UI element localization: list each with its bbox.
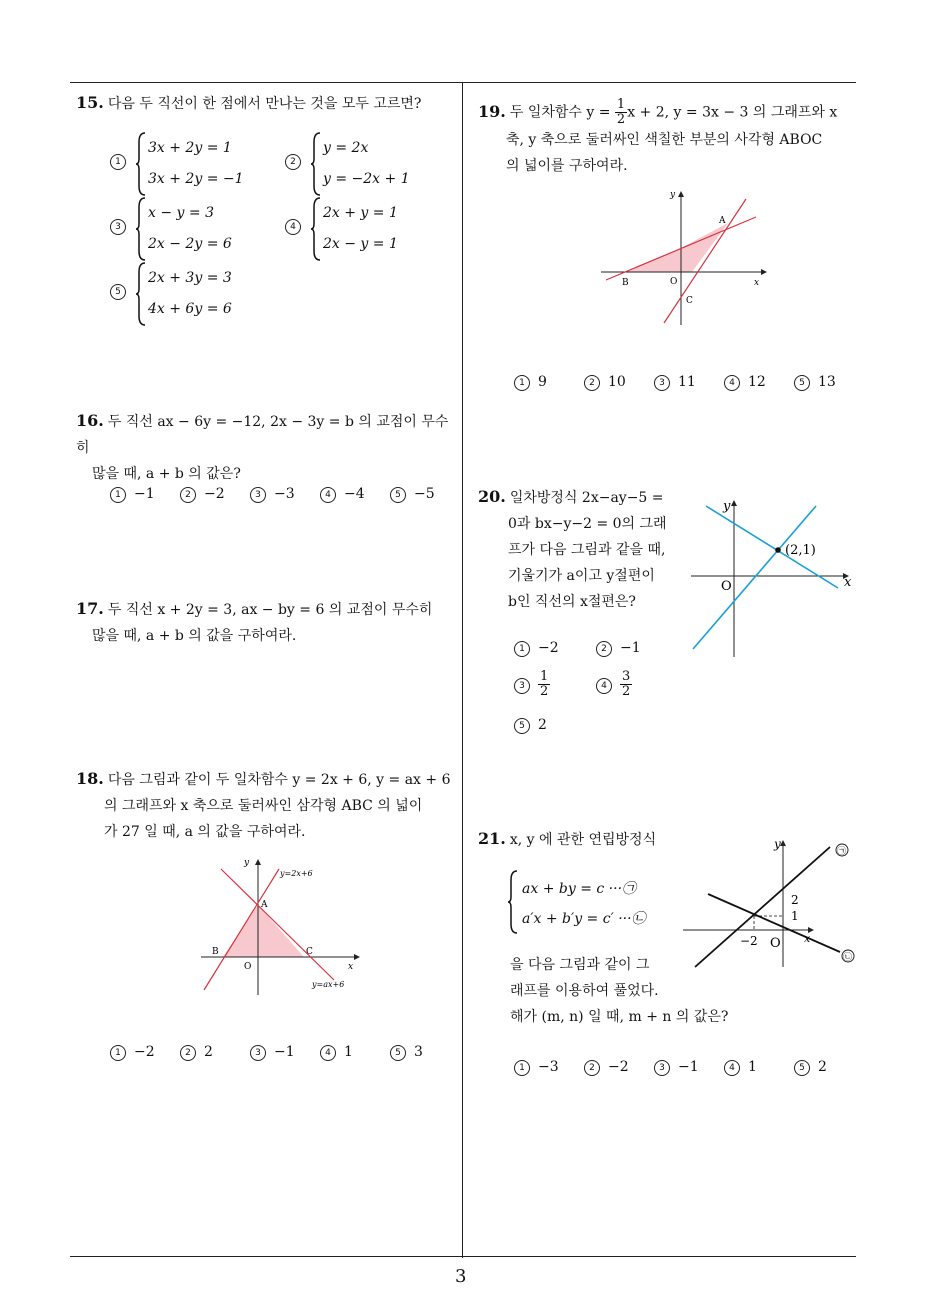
option-mark: 1 — [110, 487, 126, 503]
question-number: 17. — [76, 599, 104, 618]
q19-graph — [596, 185, 771, 330]
equation-1: x − y = 3 — [148, 205, 214, 221]
q15-option-4[interactable] — [285, 197, 445, 261]
q20-option-1[interactable] — [514, 640, 559, 657]
q21-option-2[interactable] — [584, 1059, 629, 1076]
option-mark: 2 — [584, 1060, 600, 1076]
option-mark: 4 — [320, 1045, 336, 1061]
question-number: 19. — [478, 101, 506, 121]
question-line-1: 두 직선 x + 2y = 3, ax − by = 6 의 교점이 무수히 — [107, 602, 433, 618]
question-line-2: 많을 때, a + b 의 값은? — [92, 466, 241, 482]
q21-system — [508, 870, 678, 936]
question-text: 다음 두 직선이 한 점에서 만나는 것을 모두 고르면? — [107, 96, 422, 112]
brace-icon — [136, 197, 146, 261]
question-line-2: 을 다음 그림과 같이 그 — [510, 957, 650, 973]
numerator: 3 — [622, 669, 631, 684]
x-arrow-icon — [354, 954, 360, 960]
q20-option-5[interactable] — [514, 717, 547, 734]
q18-option-4[interactable] — [320, 1044, 353, 1061]
q19-option-3[interactable] — [654, 374, 696, 391]
question-15 — [76, 90, 421, 117]
question-number: 20. — [478, 487, 506, 506]
q20-graph — [688, 492, 858, 657]
question-line-2: 축, y 축으로 둘러싸인 색칠한 부분의 사각형 ABOC — [506, 132, 823, 148]
question-line-2: 0과 bx−y−2 = 0의 그래 — [508, 516, 667, 532]
option-mark: 5 — [514, 718, 530, 734]
shaded-triangle — [223, 905, 304, 957]
page-number: 3 — [455, 1266, 467, 1287]
question-20 — [478, 484, 688, 615]
y-label: y — [244, 858, 250, 868]
option-mark: 1 — [514, 641, 530, 657]
column-divider — [462, 82, 463, 1258]
option-mark: 2 — [285, 154, 301, 170]
question-line-4: 해가 (m, n) 일 때, m + n 의 값은? — [510, 1009, 729, 1025]
option-mark: 3 — [250, 487, 266, 503]
option-value: 1 — [748, 1059, 757, 1075]
question-number: 18. — [76, 769, 104, 788]
q18-option-3[interactable] — [250, 1044, 295, 1061]
option-mark: 3 — [514, 678, 530, 694]
option-value: −4 — [344, 486, 365, 502]
question-21 — [478, 826, 678, 853]
option-value: −1 — [678, 1059, 699, 1075]
x-label: x — [348, 962, 354, 972]
q20-option-2[interactable] — [596, 640, 641, 657]
question-line-5: b인 직선의 x절편은? — [508, 594, 636, 610]
x-label: x — [844, 575, 852, 590]
q21-graph — [680, 832, 860, 972]
q16-option-3[interactable] — [250, 486, 295, 503]
q15-option-3[interactable] — [110, 197, 270, 261]
option-value: 13 — [818, 374, 836, 390]
mark-2: ㉡ — [843, 953, 853, 963]
question-line-3: 래프를 이용하여 풀었다. — [510, 983, 659, 999]
brace-icon — [311, 197, 321, 261]
option-mark: 1 — [514, 375, 530, 391]
q16-option-2[interactable] — [180, 486, 225, 503]
tick-2: 2 — [791, 893, 799, 907]
brace-icon — [136, 262, 146, 326]
point-label: (2,1) — [785, 543, 816, 558]
question-line-1: x, y 에 관한 연립방정식 — [509, 832, 657, 848]
option-mark: 5 — [794, 1060, 810, 1076]
equation-1: y = 2x — [323, 140, 369, 156]
equation-1: 2x + 3y = 3 — [148, 270, 232, 286]
question-18 — [76, 766, 460, 845]
option-value: 2 — [204, 1044, 213, 1060]
q20-option-4[interactable] — [596, 670, 632, 699]
option-mark: 3 — [654, 1060, 670, 1076]
origin: O — [670, 277, 678, 287]
option-value: 2 — [818, 1059, 827, 1075]
q21-option-3[interactable] — [654, 1059, 699, 1076]
option-value: 11 — [678, 374, 696, 390]
denominator: 2 — [540, 684, 549, 699]
origin: O — [721, 579, 732, 594]
point-b: B — [622, 278, 629, 288]
question-line-2: 많을 때, a + b 의 값을 구하여라. — [92, 628, 297, 644]
label-bottom: y=ax+6 — [312, 980, 345, 989]
q18-option-5[interactable] — [390, 1044, 423, 1061]
q16-option-5[interactable] — [390, 486, 435, 503]
option-value: 3 — [414, 1044, 423, 1060]
option-mark: 4 — [724, 1060, 740, 1076]
equation-2: 2x − y = 1 — [323, 236, 398, 252]
question-line-3: 의 넓이를 구하여라. — [506, 158, 628, 174]
brace-icon — [508, 870, 518, 934]
option-mark: 1 — [110, 154, 126, 170]
option-value: −1 — [274, 1044, 295, 1060]
equation-1: 3x + 2y = 1 — [148, 140, 232, 156]
point-c: C — [686, 296, 693, 306]
equation-2: a′x + b′y = c′ ···㉡ — [522, 911, 646, 927]
y-arrow-icon — [731, 500, 737, 506]
fraction — [620, 670, 632, 699]
question-number: 21. — [478, 829, 506, 848]
q19-option-2[interactable] — [584, 374, 626, 391]
option-mark: 2 — [180, 1045, 196, 1061]
point-a: A — [719, 216, 726, 226]
fraction — [538, 670, 550, 699]
q19-option-4[interactable] — [724, 374, 766, 391]
y-arrow-icon — [678, 191, 684, 197]
q15-option-1[interactable] — [110, 132, 270, 196]
y-label: y — [670, 190, 676, 200]
origin: O — [770, 936, 781, 951]
option-value: 12 — [748, 374, 766, 390]
q21-option-5[interactable] — [794, 1059, 827, 1076]
option-value: −5 — [414, 486, 435, 502]
brace-icon — [136, 132, 146, 196]
option-mark: 1 — [110, 1045, 126, 1061]
equation-1: ax + by = c ···㉠ — [522, 881, 637, 897]
intersection-point — [775, 547, 781, 553]
tick-minus-2: −2 — [740, 934, 758, 948]
origin: O — [244, 962, 252, 972]
option-value: 1 — [344, 1044, 353, 1060]
question-16 — [76, 408, 456, 487]
option-value: 9 — [538, 374, 547, 390]
line-y-ax-6 — [221, 869, 334, 980]
top-rule — [70, 82, 856, 83]
option-mark: 2 — [596, 641, 612, 657]
equation-2: 2x − 2y = 6 — [148, 236, 232, 252]
q19-option-5[interactable] — [794, 374, 836, 391]
option-value: −2 — [204, 486, 225, 502]
q18-option-2[interactable] — [180, 1044, 213, 1061]
point-c: C — [306, 947, 313, 957]
option-mark: 2 — [584, 375, 600, 391]
option-mark: 2 — [180, 487, 196, 503]
question-19 — [478, 98, 862, 179]
option-mark: 1 — [514, 1060, 530, 1076]
option-mark: 4 — [596, 678, 612, 694]
y-arrow-icon — [780, 840, 786, 846]
q15-option-2[interactable] — [285, 132, 445, 196]
question-line-1b: x + 2, y = 3x − 3 의 그래프와 x — [627, 104, 838, 121]
equation-2: y = −2x + 1 — [323, 171, 410, 187]
equation-2: 3x + 2y = −1 — [148, 171, 244, 187]
option-mark: 5 — [794, 375, 810, 391]
q19-option-1[interactable] — [514, 374, 547, 391]
question-line-3: 프가 다음 그림과 같을 때, — [508, 542, 666, 558]
q16-option-1[interactable] — [110, 486, 155, 503]
option-value: −1 — [620, 640, 641, 656]
x-arrow-icon — [761, 269, 767, 275]
q20-option-3[interactable] — [514, 670, 550, 699]
point-a: A — [261, 900, 268, 910]
option-mark: 4 — [285, 219, 301, 235]
line-increasing — [693, 506, 816, 649]
q15-option-5[interactable] — [110, 262, 270, 326]
q16-option-4[interactable] — [320, 486, 365, 503]
denominator: 2 — [622, 684, 631, 699]
option-mark: 3 — [654, 375, 670, 391]
brace-icon — [311, 132, 321, 196]
q21-option-4[interactable] — [724, 1059, 757, 1076]
question-line-1: 두 직선 ax − 6y = −12, 2x − 3y = b 의 교점이 무수히 — [76, 414, 449, 456]
q18-graph — [196, 855, 366, 1000]
line-1 — [695, 847, 830, 967]
option-mark: 5 — [390, 487, 406, 503]
x-label: x — [804, 932, 811, 945]
option-mark: 3 — [250, 1045, 266, 1061]
y-label: y — [774, 837, 781, 851]
label-top: y=2x+6 — [280, 869, 313, 878]
numerator: 1 — [540, 669, 549, 684]
option-value: 2 — [538, 717, 547, 733]
option-value: −2 — [608, 1059, 629, 1075]
question-line-4: 기울기가 a이고 y절편이 — [508, 568, 655, 584]
q21-option-1[interactable] — [514, 1059, 559, 1076]
equation-2: 4x + 6y = 6 — [148, 301, 232, 317]
question-line-1: 다음 그림과 같이 두 일차함수 y = 2x + 6, y = ax + 6 — [107, 772, 451, 788]
question-17 — [76, 596, 456, 649]
bottom-rule — [70, 1256, 856, 1257]
option-mark: 4 — [320, 487, 336, 503]
option-value: −2 — [134, 1044, 155, 1060]
option-mark: 5 — [110, 284, 126, 300]
option-mark: 4 — [724, 375, 740, 391]
option-mark: 3 — [110, 219, 126, 235]
option-value: −3 — [274, 486, 295, 502]
question-line-1a: 두 일차함수 y = — [509, 104, 611, 121]
q18-option-1[interactable] — [110, 1044, 155, 1061]
fraction — [615, 98, 627, 127]
option-value: −3 — [538, 1059, 559, 1075]
denominator: 2 — [616, 112, 626, 127]
option-value: −1 — [134, 486, 155, 502]
x-label: x — [754, 278, 760, 288]
equation-1: 2x + y = 1 — [323, 205, 398, 221]
question-number: 15. — [76, 93, 104, 112]
point-b: B — [212, 947, 219, 957]
y-arrow-icon — [255, 859, 261, 865]
option-mark: 5 — [390, 1045, 406, 1061]
shaded-abco — [624, 223, 728, 272]
question-line-3: 가 27 일 때, a 의 값을 구하여라. — [104, 824, 306, 840]
question-line-1: 일차방정식 2x−ay−5 = — [509, 490, 664, 506]
tick-1: 1 — [791, 909, 799, 923]
question-line-2: 의 그래프와 x 축으로 둘러싸인 삼각형 ABC 의 넓이 — [104, 798, 423, 814]
question-number: 16. — [76, 411, 104, 430]
numerator: 1 — [616, 97, 626, 112]
y-label: y — [723, 499, 731, 514]
option-value: 10 — [608, 374, 626, 390]
option-value: −2 — [538, 640, 559, 656]
mark-1: ㉠ — [837, 847, 847, 857]
